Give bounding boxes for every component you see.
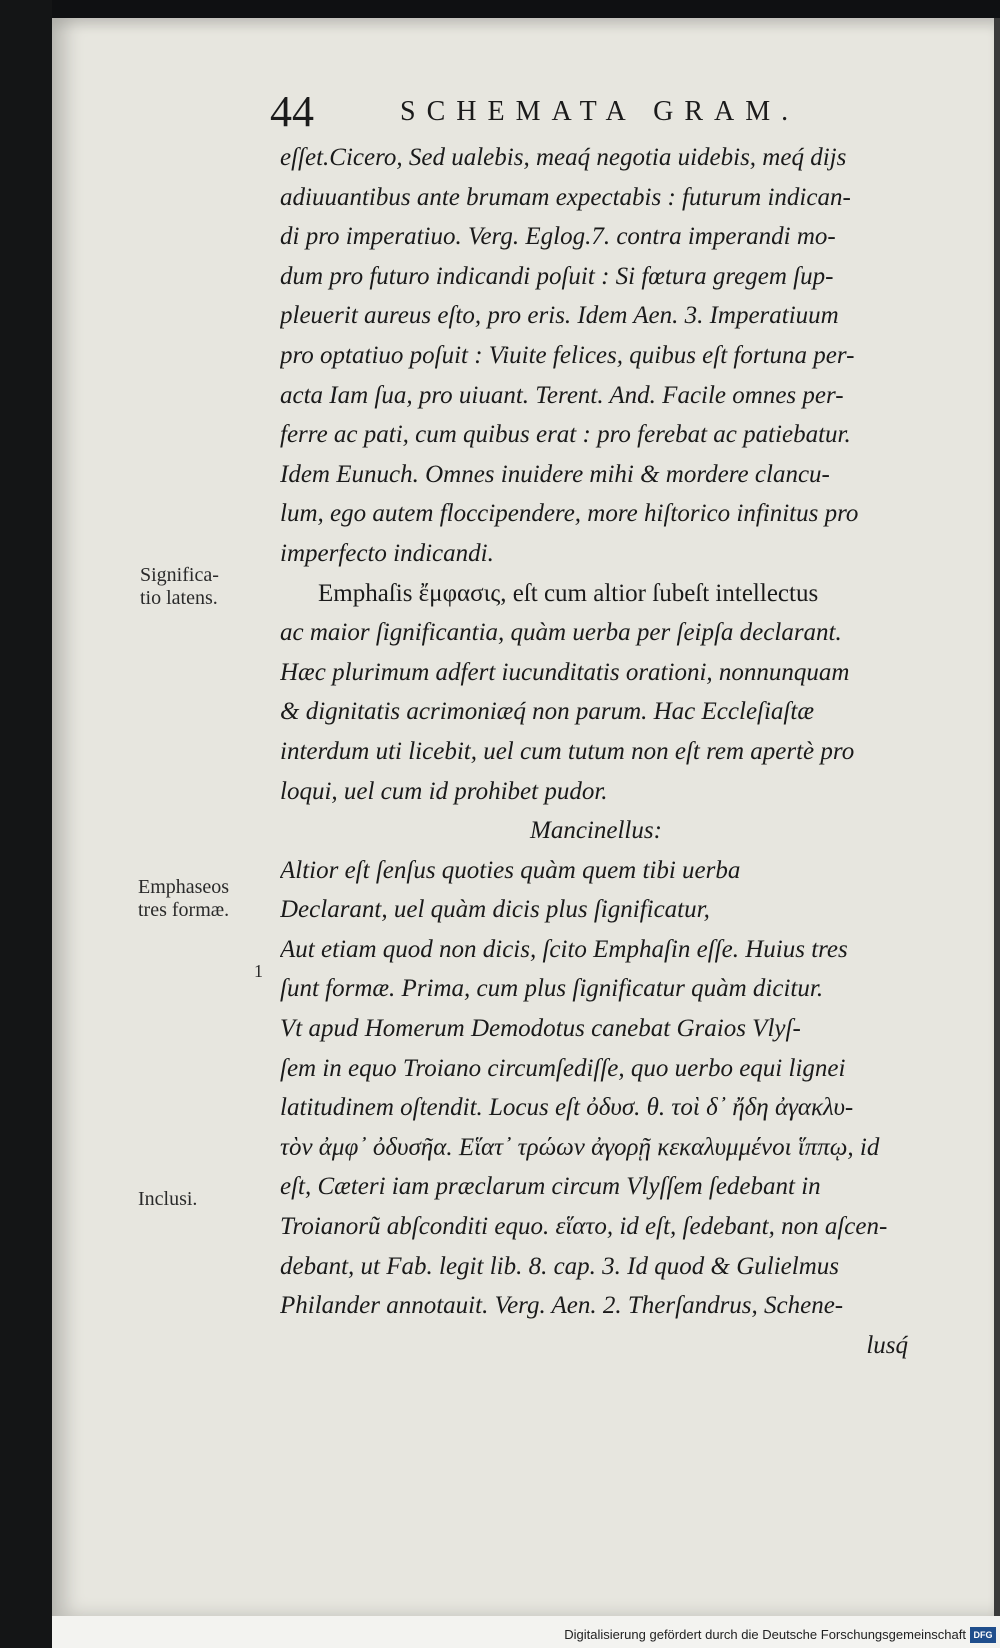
dfg-logo-icon: DFG (970, 1627, 996, 1643)
text-line: acta Iam ſua, pro uiuant. Terent. And. Facile omnes per- (280, 381, 844, 409)
text-line: interdum uti licebit, uel cum tutum non eſt rem apertè pro (280, 737, 855, 765)
text-line: latitudinem oſtendit. Locus eſt ὀδυσ. θ. τοὶ δ᾽ ἤδη ἀγακλυ- (280, 1094, 854, 1122)
text-line: eſt, Cæteri iam præclarum circum Vlyſſem ſedebant in (280, 1173, 821, 1201)
text-line: eſſet.Cicero, Sed ualebis, meaq́ negotia uidebis, meq́ dijs (280, 144, 847, 171)
text-line: imperfecto indicandi. (280, 539, 494, 567)
text-line: ac maior ſignificantia, quàm uerba per ſeipſa declarant. (280, 619, 842, 647)
margin-note-text: Inclusi. (138, 1188, 198, 1210)
text-line: Declarant, uel quàm dicis plus ſignificatur, (280, 896, 710, 924)
text-line: debant, ut Fab. legit lib. 8. cap. 3. Id quod & Gulielmus (280, 1252, 839, 1280)
margin-note-number (254, 960, 263, 983)
text-line: Aut etiam quod non dicis, ſcito Emphaſin eſſe. Huius tres (280, 935, 848, 963)
page-header (270, 86, 910, 136)
running-title: SCHEMATA GRAM. (400, 96, 800, 127)
margin-note-inclusi (138, 1188, 258, 1211)
text-line: lusq́ (866, 1331, 908, 1359)
text-line: Emphaſis ἔμφασις, eſt cum altior ſubeſt intellectus (318, 579, 819, 607)
text-line: di pro imperatiuo. Verg. Eglog.7. contra imperandi mo- (280, 223, 836, 251)
text-line: Vt apud Homerum Demodotus canebat Graios Vlyſ- (280, 1015, 801, 1043)
text-line: pro optatiuo poſuit : Viuite felices, quibus eſt fortuna per- (280, 341, 855, 369)
text-line: dum pro futuro indicandi poſuit : Si fœtura gregem ſup- (280, 262, 834, 290)
text-line: Philander annotauit. Verg. Aen. 2. Therſandrus, Schene- (280, 1292, 844, 1320)
text-line: τὸν ἀμφ᾽ ὀδυσῆα. Εἵατ᾽ τρώων ἀγορῇ κεκαλυμμένοι ἵππῳ, id (280, 1133, 880, 1161)
scan-left-border (0, 0, 52, 1648)
text-line: loqui, uel cum id prohibet pudor. (280, 777, 608, 805)
margin-note-text: Emphaseos tres formæ. (138, 876, 230, 921)
text-line: ſunt formæ. Prima, cum plus ſignificatur quàm dicitur. (280, 975, 824, 1003)
text-line: ſem in equo Troiano circumſediſſe, quo uerbo equi lignei (280, 1054, 846, 1082)
page-number: 44 (270, 87, 314, 136)
margin-note-emphaseos (138, 876, 268, 922)
body-text (280, 138, 916, 1365)
text-line: Idem Eunuch. Omnes inuidere mihi & mordere clancu- (280, 460, 830, 488)
footer-bar (52, 1616, 1000, 1648)
text-line: Altior eſt ſenſus quoties quàm quem tibi uerba (280, 856, 741, 884)
text-line: Hæc plurimum adfert iucunditatis orationi, nonnunquam (280, 658, 850, 686)
margin-note-text: Significa- tio latens. (140, 564, 219, 609)
page-right-edge (994, 18, 1000, 1616)
text-line: ferre ac pati, cum quibus erat : pro ferebat ac patiebatur. (280, 421, 851, 449)
margin-note-significatio (140, 564, 265, 610)
text-line: Mancinellus: (530, 817, 662, 845)
text-line: adiuuantibus ante brumam expectabis : futurum indican- (280, 183, 851, 211)
text-line: Troianorũ abſconditi equo. εἵατο, id eſt, ſedebant, non aſcen- (280, 1213, 888, 1241)
funding-credit: Digitalisierung gefördert durch die Deutsche Forschungsgemeinschaft (564, 1627, 966, 1642)
text-line: & dignitatis acrimoniæq́ non parum. Hac Eccleſiaſtæ (280, 698, 814, 726)
margin-note-text: 1 (254, 961, 263, 981)
text-line: pleuerit aureus eſto, pro eris. Idem Aen. 3. Imperatiuum (280, 302, 839, 330)
text-line: lum, ego autem floccipendere, more hiſtorico infinitus pro (280, 500, 859, 528)
